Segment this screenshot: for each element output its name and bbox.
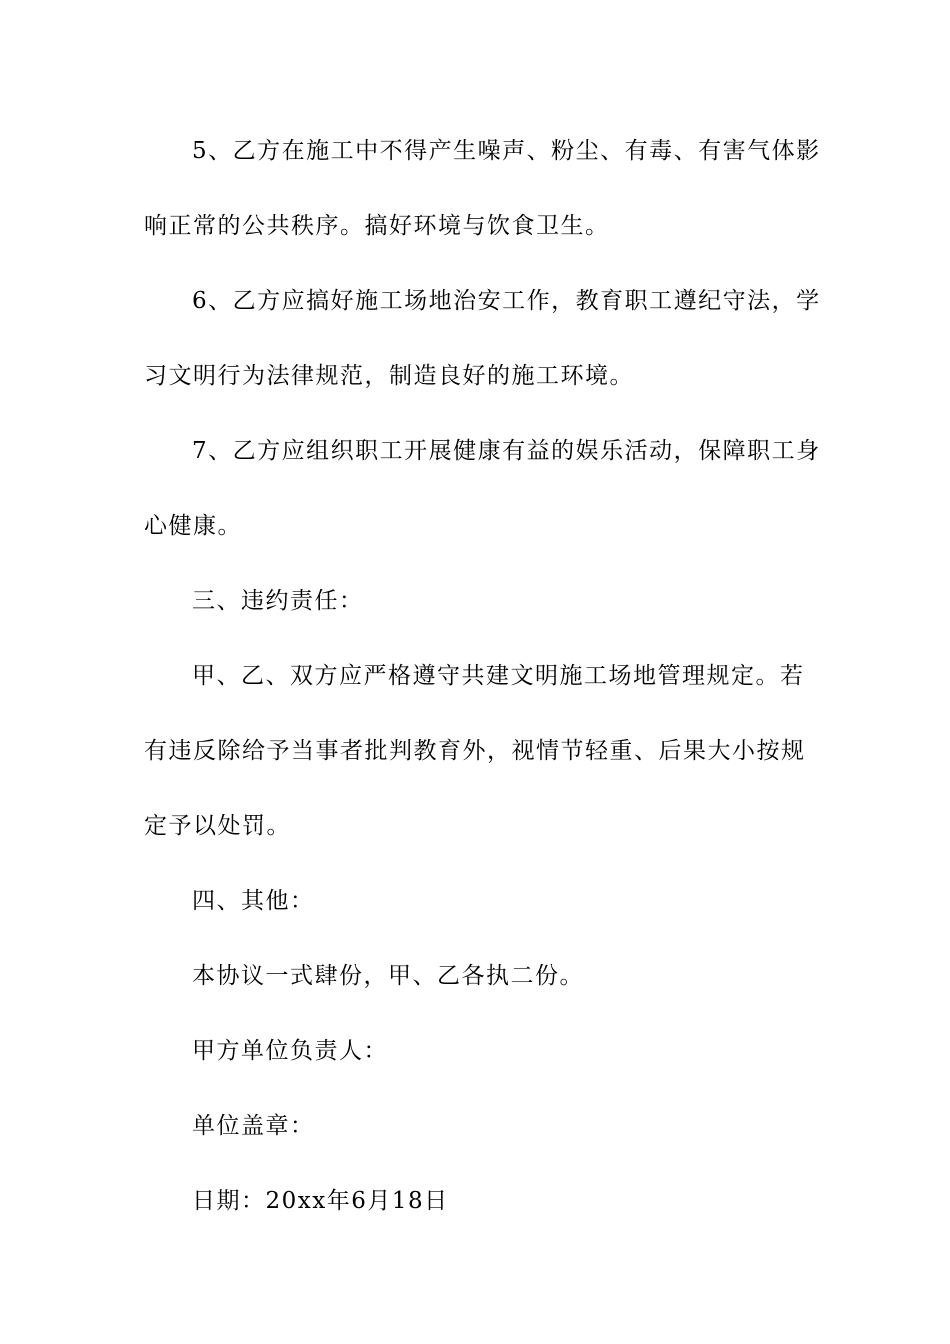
seal-line xyxy=(144,1089,810,1164)
clause-5-line-2: 响正常的公共秩序。搞好环境与饮食卫生。 xyxy=(144,213,610,239)
seal-label: 单位盖章： xyxy=(192,1113,315,1139)
clause-6-line-1: 6、乙方应搞好施工场地治安工作，教育职工遵纪守法，学 xyxy=(192,288,821,314)
section-4-heading xyxy=(144,864,810,939)
liability-line-1: 甲、乙、双方应严格遵守共建文明施工场地管理规定。若 xyxy=(192,663,805,689)
liability-line-2: 有违反除给予当事者批判教育外，视情节轻重、后果大小按规 xyxy=(144,738,806,764)
copies-line: 本协议一式肆份，甲、乙各执二份。 xyxy=(192,963,584,989)
date-text: 日期：20xx年6月18日 xyxy=(192,1188,449,1214)
liability-paragraph xyxy=(144,639,810,864)
clause-5-line-1: 5、乙方在施工中不得产生噪声、粉尘、有毒、有害气体影 xyxy=(192,138,821,164)
section-4-heading-text: 四、其他： xyxy=(192,888,315,914)
date-line xyxy=(144,1164,810,1239)
clause-7-line-1: 7、乙方应组织职工开展健康有益的娱乐活动，保障职工身 xyxy=(192,438,821,464)
liability-line-3: 定予以处罚。 xyxy=(144,813,291,839)
section-3-heading-text: 三、违约责任： xyxy=(192,588,364,614)
clause-7-line-2: 心健康。 xyxy=(144,513,242,539)
copies-paragraph xyxy=(144,939,810,1014)
clause-7-paragraph xyxy=(144,414,821,564)
party-a-representative xyxy=(144,1014,810,1089)
section-3-heading xyxy=(144,564,810,639)
clause-6-paragraph xyxy=(144,264,821,414)
clause-5-paragraph xyxy=(144,114,821,264)
party-a-representative-label: 甲方单位负责人： xyxy=(192,1038,388,1064)
clause-6-line-2: 习文明行为法律规范，制造良好的施工环境。 xyxy=(144,363,634,389)
